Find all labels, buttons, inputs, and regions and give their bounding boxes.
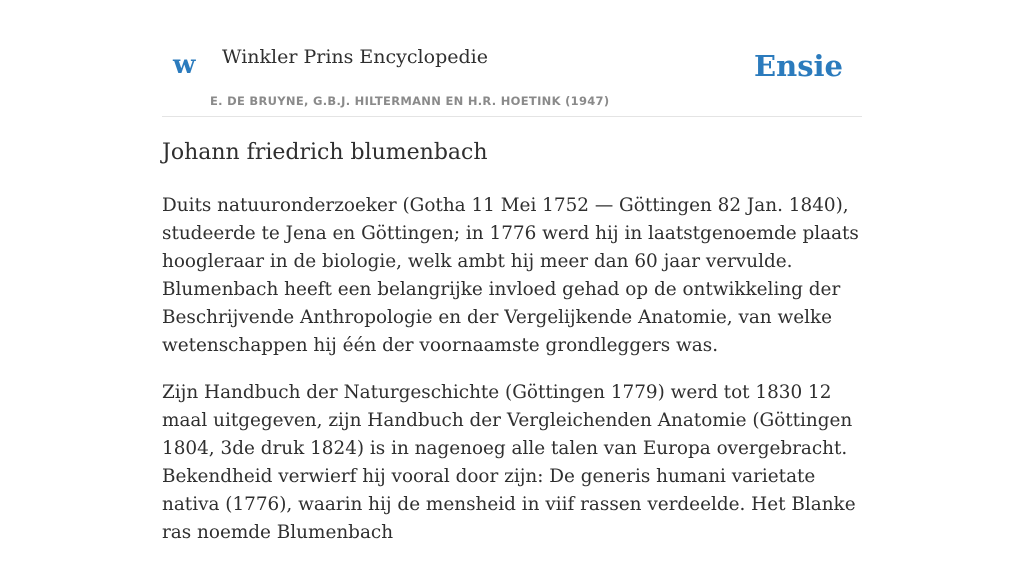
header (162, 0, 862, 117)
article-body (162, 192, 862, 566)
article-title: Johann friedrich blumenbach (162, 140, 488, 165)
page (162, 0, 862, 543)
book-title[interactable]: Winkler Prins Encyclopedie (222, 46, 488, 68)
book-authors: E. DE BRUYNE, G.B.J. HILTERMANN EN H.R. HOETINK (1947) (210, 94, 610, 108)
winkler-prins-logo-icon[interactable]: w (173, 50, 196, 80)
ensie-logo-link[interactable]: Ensie (754, 49, 843, 83)
article-paragraph: Duits natuuronderzoeker (Gotha 11 Mei 1752 — Göttingen 82 Jan. 1840), studeerde te Jena en Göttingen; in 1776 werd hij in laatstgenoemde plaats hoogleraar in de biologie, welk ambt hij meer dan 60 jaar vervulde. Blumenbach heeft een belangrijke invloed gehad op de ontwikkeling der Beschrijvende Anthropologie en der Vergelijkende Anatomie, van welke wetenschappen hij één der voornaamste grondleggers was. (162, 195, 859, 356)
article-paragraph: Zijn Handbuch der Naturgeschichte (Göttingen 1779) werd tot 1830 12 maal uitgegeven, zijn Handbuch der Vergleichenden Anatomie (Göttingen 1804, 3de druk 1824) is in nagenoeg alle talen van Europa overgebracht. Bekendheid verwierf hij vooral door zijn: De generis humani varietate nativa (1776), waarin hij de mensheid in viif rassen verdeelde. Het Blanke ras noemde Blumenbach (162, 382, 856, 543)
